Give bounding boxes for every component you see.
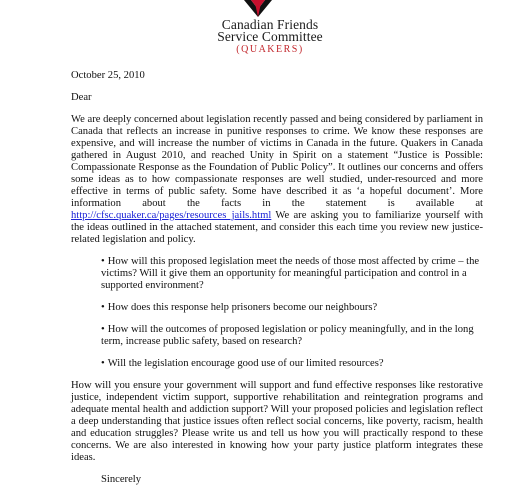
- question-list: [71, 256, 483, 370]
- question-text: How does this response help prisoners become our neighbours?: [107, 302, 378, 313]
- paragraph-intro-text-continued: We are asking you to familiarize yourself with the ideas outlined in the attached statement, and consider this each time you review new justice-related legislation and policy.: [71, 210, 483, 245]
- bullet-icon: •: [101, 324, 105, 335]
- question-text: Will the legislation encourage good use of our limited resources?: [107, 358, 384, 369]
- organization-name: [200, 19, 340, 43]
- question-item: [101, 256, 483, 292]
- question-text: How will the outcomes of proposed legislation or policy meaningfully, and in the long term, increase public safety, based on research?: [101, 324, 474, 347]
- letterhead: [0, 0, 508, 60]
- closing-signoff: Sincerely: [101, 474, 142, 485]
- question-item: [101, 358, 483, 370]
- letter-body: [71, 70, 483, 486]
- red-black-star-logo: [238, 0, 278, 18]
- organization-name-line1: Canadian Friends: [221, 17, 319, 32]
- paragraph-closing-request: How will you ensure your government will support and fund effective responses like restorative justice, independent victim support, supportive rehabilitation and reintegration programs and adequate mental health and addiction support? Will your proposed policies and legislation reflect a deep understanding that justice issues often reflect social concerns, like poverty, racism, health and education struggles? Please write us and tell us how you will practically respond to these concerns. We are also interested in knowing how your party justice platform integrates these ideas.: [71, 380, 483, 463]
- bullet-icon: •: [101, 358, 105, 369]
- paragraph-intro-text: We are deeply concerned about legislation recently passed and being considered by parliament in Canada that reflects an increase in punitive responses to crime. We know these responses are expensive, and will increase the number of victims in Canada in the future. Quakers in Canada gathered in August 2010, and reached Unity in Spirit on a statement “Justice is Possible: Compassionate Response as the Foundation of Public Policy”. It outlines our concerns and offers some ideas as to how compassionate responses are well studied, under-resourced and more effective in terms of public safety. Some have described it as ‘a hopeful document’. More information about the facts in the statement is available at: [71, 114, 483, 209]
- letter-date: October 25, 2010: [71, 70, 145, 81]
- question-item: [101, 302, 483, 314]
- question-item: [101, 324, 483, 348]
- bullet-icon: •: [101, 302, 105, 313]
- paragraph-intro: [71, 114, 483, 246]
- organization-name-line2: Service Committee: [217, 29, 323, 44]
- resources-link[interactable]: http://cfsc.quaker.ca/pages/resources_jails.html: [71, 210, 272, 221]
- organization-subtitle: (QUAKERS): [236, 44, 304, 55]
- salutation: Dear: [71, 92, 92, 103]
- bullet-icon: •: [101, 256, 105, 267]
- question-text: How will this proposed legislation meet the needs of those most affected by crime – the victims? Will it give them an opportunity for meaningful participation and control in a supported environment?: [101, 256, 480, 291]
